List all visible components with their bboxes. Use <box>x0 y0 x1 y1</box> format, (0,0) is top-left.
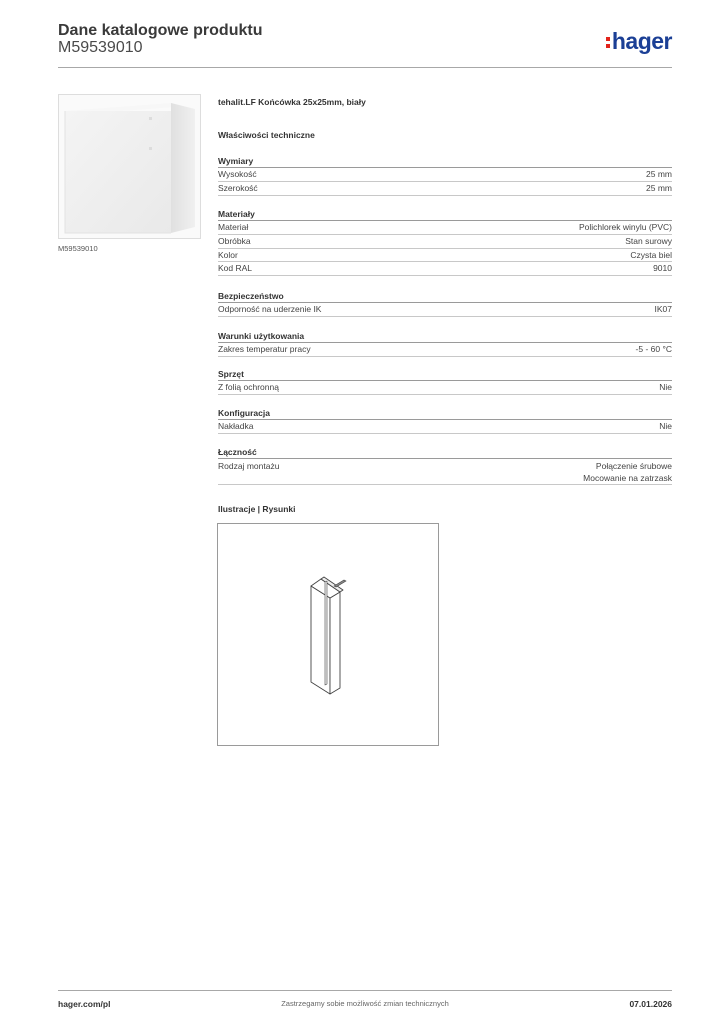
section-wymiary <box>218 155 672 196</box>
product-photo-icon <box>59 95 201 239</box>
page-header <box>58 22 672 68</box>
spec-value: 25 mm <box>646 182 672 193</box>
thumbnail-caption: M59539010 <box>58 244 98 253</box>
section-konfiguracja <box>218 407 672 434</box>
spec-label: Obróbka <box>218 235 251 246</box>
spec-value: IK07 <box>654 304 672 314</box>
section-title: Konfiguracja <box>218 407 672 420</box>
product-code: M59539010 <box>58 39 143 56</box>
spec-label: Odporność na uderzenie IK <box>218 304 322 314</box>
spec-label: Materiał <box>218 222 249 232</box>
spec-value: Nie <box>659 421 672 431</box>
illustrations-heading: Ilustracje | Rysunki <box>218 504 296 514</box>
section-title: Materiały <box>218 208 672 221</box>
section-warunki-uzytkowania <box>218 330 672 357</box>
properties-heading: Właściwości techniczne <box>218 130 315 140</box>
spec-value: 25 mm <box>646 169 672 179</box>
section-lacznosc <box>218 446 672 485</box>
section-title: Bezpieczeństwo <box>218 290 672 303</box>
section-bezpieczenstwo <box>218 290 672 317</box>
spec-row <box>218 235 672 249</box>
spec-row <box>218 262 672 276</box>
spec-value: -5 - 60 °C <box>635 344 672 354</box>
spec-row <box>218 303 672 317</box>
spec-label: Rodzaj montażu <box>218 461 280 471</box>
section-materialy <box>218 208 672 276</box>
spec-label: Zakres temperatur pracy <box>218 344 311 354</box>
spec-row <box>218 182 672 196</box>
page-title: Dane katalogowe produktu <box>58 22 263 39</box>
spec-value <box>583 460 672 484</box>
spec-row <box>218 420 672 434</box>
website-link[interactable]: hager.com/pl <box>58 999 111 1009</box>
spec-label: Nakładka <box>218 421 254 431</box>
spec-row <box>218 343 672 357</box>
section-sprzet <box>218 368 672 395</box>
section-title: Warunki użytkowania <box>218 330 672 343</box>
spec-row <box>218 221 672 235</box>
page-footer <box>58 990 672 1014</box>
print-date: 07.01.2026 <box>629 999 672 1009</box>
technical-drawing <box>217 523 439 746</box>
spec-row <box>218 168 672 182</box>
hager-logo <box>606 28 672 55</box>
spec-label: Kolor <box>218 249 238 260</box>
spec-label: Wysokość <box>218 169 257 179</box>
spec-value-line: Mocowanie na zatrzask <box>583 473 672 484</box>
spec-value: Czysta biel <box>630 249 672 260</box>
legal-notice: Zastrzegamy sobie możliwość zmian technicznych <box>281 999 449 1008</box>
section-title: Sprzęt <box>218 368 672 381</box>
end-cap-drawing-icon <box>218 524 438 745</box>
spec-row <box>218 459 672 485</box>
spec-value: Stan surowy <box>625 235 672 246</box>
spec-value: Nie <box>659 382 672 392</box>
logo-text: hager <box>611 28 672 54</box>
section-title: Wymiary <box>218 155 672 168</box>
product-name: tehalit.LF Końcówka 25x25mm, biały <box>218 97 366 107</box>
logo-dots-icon <box>606 36 611 50</box>
spec-row <box>218 249 672 263</box>
spec-row <box>218 381 672 395</box>
spec-label: Szerokość <box>218 182 258 193</box>
spec-value-line: Połączenie śrubowe <box>595 461 672 471</box>
spec-label: Z folią ochronną <box>218 382 279 392</box>
spec-value: Polichlorek winylu (PVC) <box>578 222 672 232</box>
spec-label: Kod RAL <box>218 263 253 274</box>
section-title: Łączność <box>218 446 672 459</box>
spec-value: 9010 <box>653 263 672 274</box>
product-thumbnail <box>58 94 201 239</box>
